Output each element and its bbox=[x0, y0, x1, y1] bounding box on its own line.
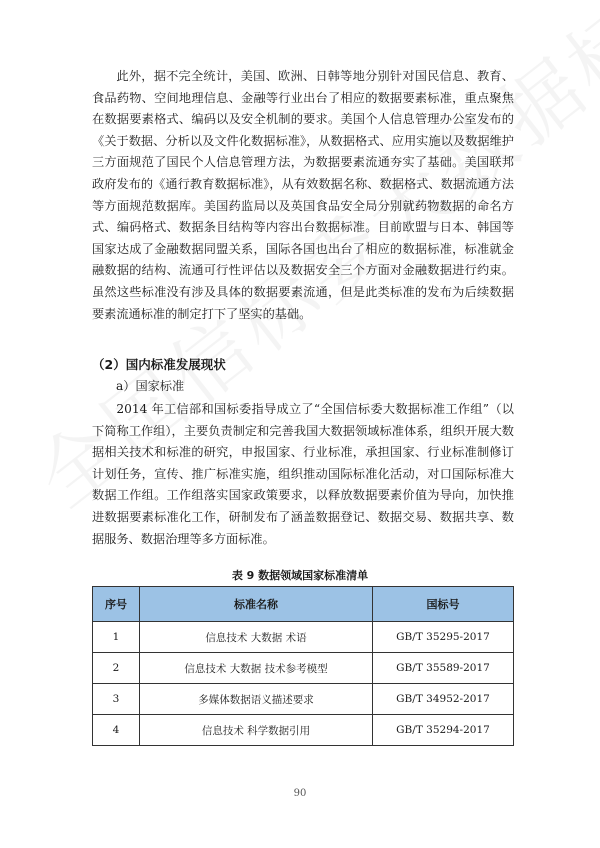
row-number: 1 bbox=[93, 622, 140, 653]
standards-table bbox=[92, 586, 514, 746]
section-heading: （2）国内标准发展现状 bbox=[92, 357, 226, 372]
header-number: 序号 bbox=[93, 587, 140, 622]
subsection-heading: a）国家标准 bbox=[116, 379, 185, 393]
table-row bbox=[93, 684, 514, 715]
row-standard-code: GB/T 34952-2017 bbox=[373, 684, 514, 715]
header-standard-code: 国标号 bbox=[373, 587, 514, 622]
row-number: 2 bbox=[93, 653, 140, 684]
header-standard-name: 标准名称 bbox=[140, 587, 373, 622]
paragraph-national-standards: 2014 年工信部和国标委指导成立了“全国信标委大数据标准工作组”（以下简称工作组），主要负责制定和完善我国大数据领域标准体系，组织开展大数据相关技术和标准的研究，申报国家、行业标准，承担国家、行业标准制修订计划任务，宣传、推广标准实施，组织推动国际标准化活动，对口国际标准大数据工作组。工作组落实国家政策要求，以释放数据要素价值为导向，加快推进数据要素标准化工作，研制发布了涵盖数据登记、数据交易、数据共享、数据服务、数据治理等多方面标准。 bbox=[92, 402, 514, 546]
row-standard-code: GB/T 35294-2017 bbox=[373, 715, 514, 746]
row-standard-code: GB/T 35295-2017 bbox=[373, 622, 514, 653]
row-number: 4 bbox=[93, 715, 140, 746]
row-standard-name: 信息技术 科学数据引用 bbox=[140, 715, 373, 746]
table-row bbox=[93, 622, 514, 653]
paragraph-international-standards: 此外，据不完全统计，美国、欧洲、日韩等地分别针对国民信息、教育、食品药物、空间地理信息、金融等行业出台了相应的数据要素标准，重点聚焦在数据要素格式、编码以及安全机制的要求。美国个人信息管理办公室发布的《关于数据、分析以及文件化数据标准》，从数据格式、应用实施以及数据维护三方面规范了国民个人信息管理方法，为数据要素流通夯实了基础。美国联邦政府发布的《通行教育数据标准》，从有效数据名称、数据格式、数据流通方法等方面规范数据库。美国药监局以及英国食品安全局分别就药物数据的命名方式、编码格式、数据条目结构等内容出台数据标准。目前欧盟与日本、韩国等国家达成了金融数据同盟关系，国际各国也出台了相应的数据标准，标准就金融数据的结构、流通可行性评估以及数据安全三个方面对金融数据进行约束。虽然这些标准没有涉及具体的数据要素流通，但是此类标准的发布为后续数据要素流通标准的制定打下了坚实的基础。 bbox=[92, 69, 514, 321]
table-header-row bbox=[93, 587, 514, 622]
table-row bbox=[93, 653, 514, 684]
row-number: 3 bbox=[93, 684, 140, 715]
row-standard-name: 信息技术 大数据 技术参考模型 bbox=[140, 653, 373, 684]
page-number: 90 bbox=[293, 788, 307, 799]
row-standard-name: 信息技术 大数据 术语 bbox=[140, 622, 373, 653]
table-caption: 表 9 数据领域国家标准清单 bbox=[231, 569, 369, 582]
row-standard-name: 多媒体数据语义描述要求 bbox=[140, 684, 373, 715]
row-standard-code: GB/T 35589-2017 bbox=[373, 653, 514, 684]
table-row bbox=[93, 715, 514, 746]
